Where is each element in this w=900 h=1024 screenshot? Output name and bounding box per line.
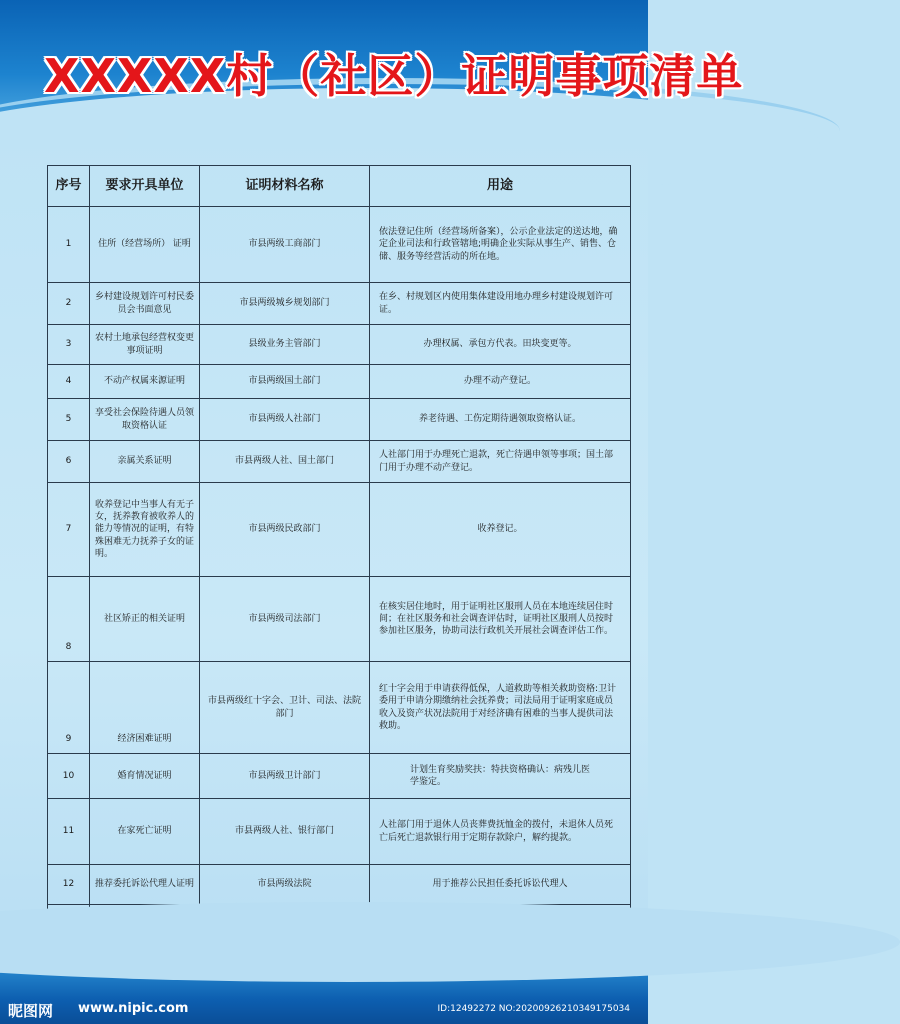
row-dept: 县级业务主管部门	[200, 325, 370, 365]
row-purpose: 收养登记。	[370, 483, 631, 577]
row-number: 6	[48, 441, 90, 483]
row-number: 3	[48, 325, 90, 365]
table-row	[48, 365, 631, 399]
certificate-table	[47, 165, 631, 953]
row-dept: 市县两级卫计部门	[200, 754, 370, 799]
table-row	[48, 577, 631, 662]
row-purpose: 养老待遇、工伤定期待遇领取资格认证。	[370, 399, 631, 441]
row-purpose: 办理权属、承包方代表。田块变更等。	[370, 325, 631, 365]
row-dept: 市县两级人社、银行部门	[200, 799, 370, 865]
header-material: 证明材料名称	[200, 166, 370, 207]
row-number: 12	[48, 865, 90, 905]
table-row	[48, 325, 631, 365]
row-purpose: 在核实居住地时，用于证明社区服刑人员在本地连续居住时间；在社区服务和社会调查评估时，证明社区服刑人员按时参加社区服务，协助司法行政机关开展社会调查评估工作。	[370, 577, 631, 662]
row-item: 婚育情况证明	[90, 754, 200, 799]
row-number: 4	[48, 365, 90, 399]
table-row	[48, 799, 631, 865]
footer-swoosh	[0, 902, 900, 982]
row-item: 享受社会保险待遇人员领取资格认证	[90, 399, 200, 441]
row-number: 1	[48, 207, 90, 283]
row-dept: 市县两级人社、国土部门	[200, 441, 370, 483]
row-number: 11	[48, 799, 90, 865]
row-dept: 市县两级工商部门	[200, 207, 370, 283]
row-item: 经济困难证明	[90, 662, 200, 754]
table-row	[48, 483, 631, 577]
row-number: 2	[48, 283, 90, 325]
header-issuer: 要求开具单位	[90, 166, 200, 207]
row-purpose: 红十字会用于申请获得低保，人道救助等相关救助资格:卫计委用于申请分期缴纳社会抚养费；司法局用于证明家庭成员收入及资产状况法院用于对经济确有困难的当事人提供司法救助。	[370, 662, 631, 754]
row-number: 7	[48, 483, 90, 577]
row-dept: 市县两级城乡规划部门	[200, 283, 370, 325]
row-purpose: 依法登记住所（经营场所备案），公示企业法定的送达地，确定企业司法和行政管辖地;明确企业实际从事生产、销售、仓储、服务等经营活动的所在地。	[370, 207, 631, 283]
row-item: 社区矫正的相关证明	[90, 577, 200, 662]
row-dept: 市县两级法院	[200, 865, 370, 905]
table-row	[48, 399, 631, 441]
row-number: 8	[48, 577, 90, 662]
row-purpose: 计划生育奖励奖扶：特扶资格确认：病残儿医学鉴定。	[370, 754, 631, 799]
row-dept: 市县两级司法部门	[200, 577, 370, 662]
row-item: 乡村建设规划许可村民委员会书面意见	[90, 283, 200, 325]
row-number: 9	[48, 662, 90, 754]
table-row	[48, 441, 631, 483]
row-item: 推荐委托诉讼代理人证明	[90, 865, 200, 905]
header-banner	[0, 0, 744, 135]
row-dept: 市县两级红十字会、卫计、司法、法院部门	[200, 662, 370, 754]
row-purpose: 办理不动产登记。	[370, 365, 631, 399]
table-row	[48, 754, 631, 799]
row-item: 亲属关系证明	[90, 441, 200, 483]
row-dept: 市县两级国土部门	[200, 365, 370, 399]
row-item: 不动产权属来源证明	[90, 365, 200, 399]
table-header-row	[48, 166, 631, 207]
row-item: 在家死亡证明	[90, 799, 200, 865]
row-item: 住所（经营场所） 证明	[90, 207, 200, 283]
row-purpose: 在乡、村规划区内使用集体建设用地办理乡村建设规划许可证。	[370, 283, 631, 325]
table-row	[48, 865, 631, 905]
page-title: XXXXX村（社区）证明事项清单	[44, 49, 744, 103]
row-item: 农村土地承包经营权变更事项证明	[90, 325, 200, 365]
table-row	[48, 283, 631, 325]
header-purpose: 用途	[370, 166, 631, 207]
row-dept: 市县两级人社部门	[200, 399, 370, 441]
header-index: 序号	[48, 166, 90, 207]
row-item: 收养登记中当事人有无子女，抚养教育被收养人的能力等情况的证明，有特殊困难无力抚养子女的证明。	[90, 483, 200, 577]
table-row	[48, 207, 631, 283]
watermark-logo: 昵图网	[8, 1002, 54, 1020]
row-purpose: 人社部门用于办理死亡退款，死亡待遇申领等事项；国土部门用于办理不动产登记。	[370, 441, 631, 483]
row-purpose: 用于推荐公民担任委托诉讼代理人	[370, 865, 631, 905]
table-row	[48, 662, 631, 754]
row-number: 5	[48, 399, 90, 441]
row-number: 10	[48, 754, 90, 799]
watermark-id: ID:12492272 NO:20200926210349175034	[437, 1004, 630, 1014]
row-purpose: 人社部门用于退休人员丧葬费抚恤金的拨付，未退休人员死亡后死亡退款银行用于定期存款除户，解约提款。	[370, 799, 631, 865]
row-dept: 市县两级民政部门	[200, 483, 370, 577]
watermark-site[interactable]: www.nipic.com	[78, 1001, 189, 1016]
